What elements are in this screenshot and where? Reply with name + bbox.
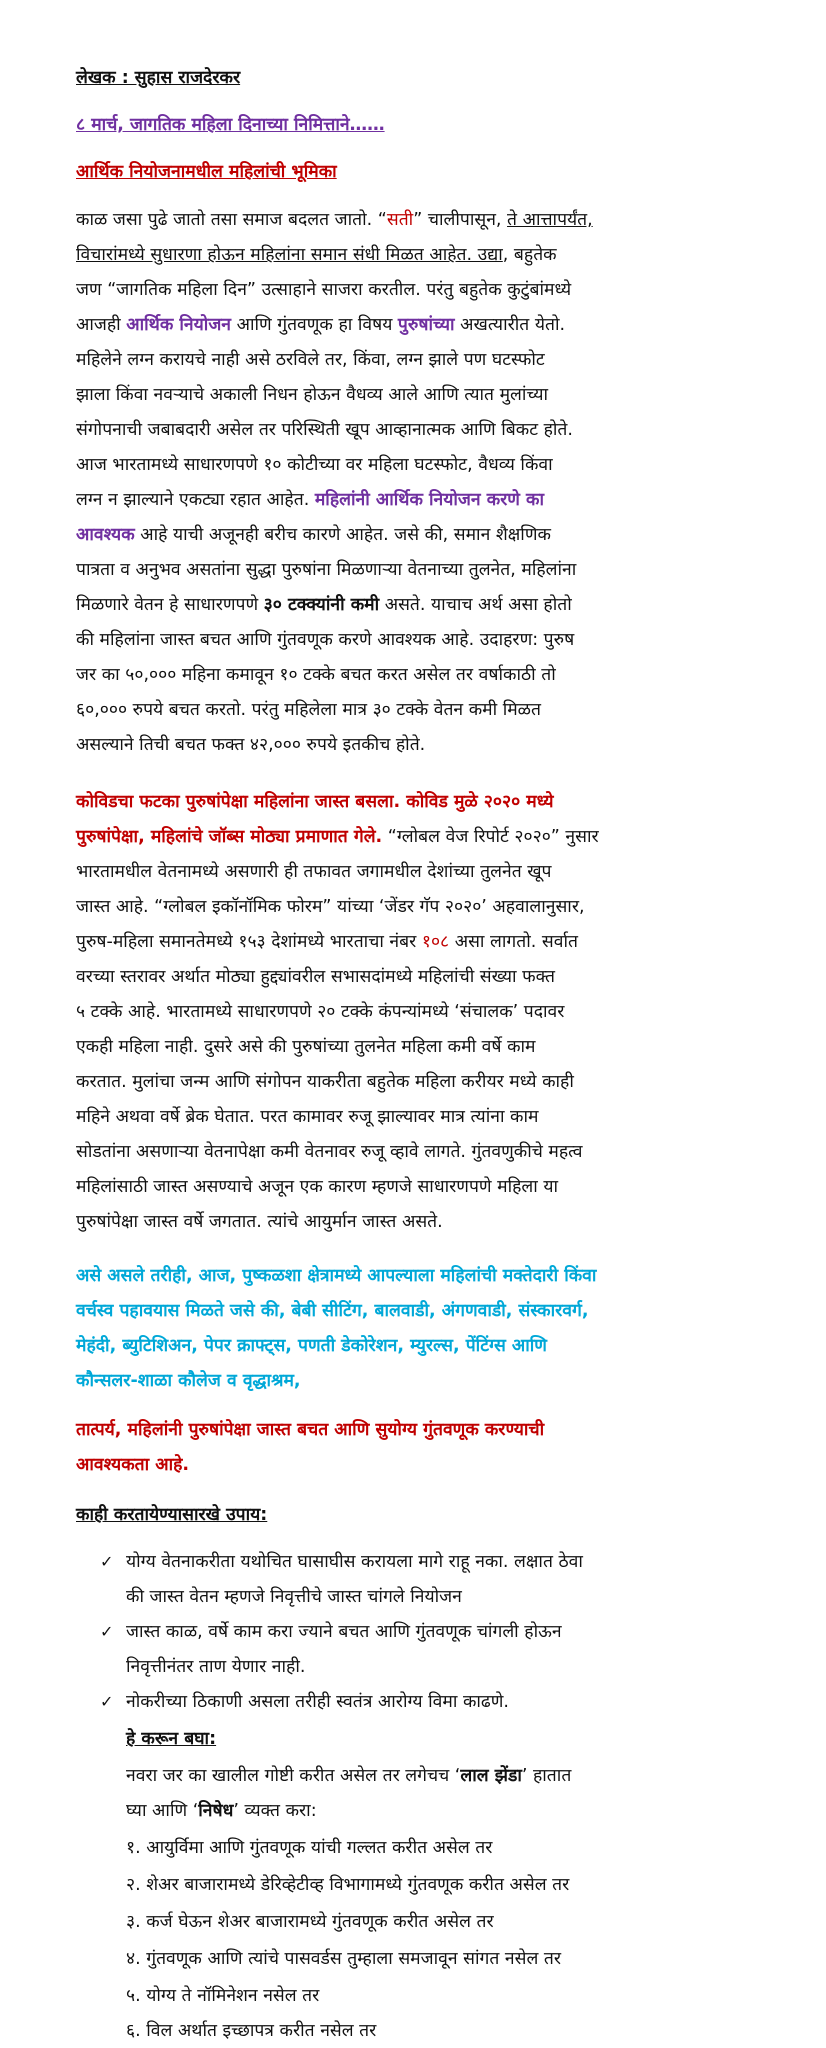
tip-line: की जास्त वेतन म्हणजे निवृत्तीचे जास्त चांगले नियोजन	[126, 1587, 462, 1607]
try-intro-line	[126, 1764, 571, 1788]
paragraph-line: भारतामधील वेतनामध्ये असणारी ही तफावत जगामधील देशांच्या तुलनेत खूप	[76, 862, 552, 882]
paragraph-line: सोडतांना असणाऱ्या वेतनापेक्षा कमी वेतनावर रुजू व्हावे लागते. गुंतवणुकीचे महत्व	[76, 1142, 583, 1162]
paragraph-line: कौन्सलर-शाळा कौलेज व वृद्धाश्रम,	[76, 1371, 301, 1391]
text-span: काळ जसा पुढे जातो तसा समाज बदलत जातो. “	[76, 210, 387, 230]
text-span: मिळणारे वेतन हे साधारणपणे	[76, 595, 264, 615]
paragraph-line: जास्त आहे. “ग्लोबल इकॉनॉमिक फोरम” यांच्या ‘जेंडर गॅप २०२०’ अहवालानुसार,	[76, 897, 585, 917]
text-span: , बहुतेक	[502, 245, 557, 265]
paragraph-line	[76, 243, 557, 267]
highlight-necessary: आवश्यक	[76, 525, 135, 545]
paragraph-line: करतात. मुलांचा जन्म आणि संगोपन याकरीता बहुतेक महिला करीयर मध्ये काही	[76, 1072, 574, 1092]
text-span: आजही	[76, 315, 127, 335]
text-span: ” चालीपासून,	[413, 210, 508, 230]
paragraph-line: एकही महिला नाही. दुसरे असे की पुरुषांच्या तुलनेत महिला कमी वर्षे काम	[76, 1037, 536, 1057]
checkmark-icon: ✓	[100, 1622, 114, 1641]
paragraph-line: की महिलांना जास्त बचत आणि गुंतवणूक करणे आवश्यक आहे. उदाहरण: पुरुष	[76, 630, 575, 650]
text-span: आणि गुंतवणूक हा विषय	[231, 315, 398, 335]
article-heading: आर्थिक नियोजनामधील महिलांची भूमिका	[76, 162, 337, 182]
bold-red-flag: लाल झेंडा	[460, 1766, 522, 1786]
paragraph-line: जण “जागतिक महिला दिन” उत्साहाने साजरा करतील. परंतु बहुतेक कुटुंबांमध्ये	[76, 280, 572, 300]
paragraph-line: कोविडचा फटका पुरुषांपेक्षा महिलांना जास्त बसला. कोविड मुळे २०२० मध्ये	[76, 792, 554, 812]
text-span: पुरुष-महिला समानतेमध्ये १५३ देशांमध्ये भारताचा नंबर	[76, 932, 422, 952]
text-span: घ्या आणि ‘	[126, 1801, 199, 1821]
paragraph-line	[76, 523, 551, 547]
underlined-span: विचारांमध्ये सुधारणा होऊन महिलांना समान संधी मिळत आहेत. उद्या	[76, 245, 503, 265]
text-span: नवरा जर का खालील गोष्टी करीत असेल तर लगेचच ‘	[126, 1766, 461, 1786]
paragraph-line: असल्याने तिची बचत फक्त ४२,००० रुपये इतकीच होते.	[76, 735, 426, 755]
list-item: ३. कर्ज घेऊन शेअर बाजारामध्ये गुंतवणूक करीत असेल तर	[126, 1912, 494, 1932]
paragraph-line	[76, 488, 544, 512]
list-item: ५. योग्य ते नॉमिनेशन नसेल तर	[126, 1986, 320, 2006]
list-item: २. शेअर बाजारामध्ये डेरिव्हेटीव्ह विभागामध्ये गुंतवणूक करीत असेल तर	[126, 1875, 570, 1895]
try-intro-line	[126, 1799, 317, 1823]
try-heading: हे करून बघा:	[126, 1729, 217, 1749]
highlight-rank-108: १०८	[421, 932, 450, 952]
bold-30-percent: ३० टक्क्यांनी कमी	[263, 595, 380, 615]
paragraph-line: महिलांसाठी जास्त असण्याचे अजून एक कारण म्हणजे साधारणपणे महिला या	[76, 1177, 559, 1197]
paragraph-line	[76, 825, 599, 849]
paragraph-line: तात्पर्य, महिलांनी पुरुषांपेक्षा जास्त बचत आणि सुयोग्य गुंतवणूक करण्याची	[76, 1420, 545, 1440]
paragraph-line: झाला किंवा नवऱ्याचे अकाली निधन होऊन वैधव्य आले आणि त्यात मुलांच्या	[76, 385, 549, 405]
bold-protest: निषेध	[198, 1801, 234, 1821]
text-span: अखत्यारीत येतो.	[454, 315, 566, 335]
paragraph-line: पुरुषांपेक्षा जास्त वर्षे जगतात. त्यांचे आयुर्मान जास्त असते.	[76, 1212, 443, 1232]
list-item: १. आयुर्विमा आणि गुंतवणूक यांची गल्लत करीत असेल तर	[126, 1838, 493, 1858]
paragraph-line: आवश्यकता आहे.	[76, 1455, 190, 1475]
tip-line: योग्य वेतनाकरीता यथोचित घासाघीस करायला मागे राहू नका. लक्षात ठेवा	[126, 1552, 583, 1572]
paragraph-line	[76, 313, 565, 337]
highlight-financial-planning: आर्थिक नियोजन	[126, 315, 232, 335]
underlined-span: ते आत्तापर्यंत,	[507, 210, 593, 230]
paragraph-line: मेहंदी, ब्युटिशिअन, पेपर क्राफ्ट्स, पणती डेकोरेशन, म्युरल्स, पेंटिंग्स आणि	[76, 1336, 547, 1356]
paragraph-line: महिने अथवा वर्षे ब्रेक घेतात. परत कामावर रुजू झाल्यावर मात्र त्यांना काम	[76, 1107, 539, 1127]
paragraph-line	[76, 593, 572, 617]
text-span: असा लागतो. सर्वात	[449, 932, 578, 952]
paragraph-line: वरच्या स्तरावर अर्थात मोठ्या हुद्द्यांवरील सभासदांमध्ये महिलांची संख्या फक्त	[76, 967, 555, 987]
checkmark-icon: ✓	[100, 1552, 114, 1571]
text-span: ’ हातात	[521, 1766, 572, 1786]
paragraph-line: जर का ५०,००० महिना कमावून १० टक्के बचत करत असेल तर वर्षाकाठी तो	[76, 665, 556, 685]
text-span: लग्न न झाल्याने एकट्या रहात आहेत.	[76, 490, 315, 510]
paragraph-line: पात्रता व अनुभव असतांना सुद्धा पुरुषांना मिळणाऱ्या वेतनाच्या तुलनेत, महिलांना	[76, 560, 577, 580]
paragraph-line	[76, 930, 578, 954]
text-span: ’ व्यक्त करा:	[233, 1801, 317, 1821]
paragraph-line: वर्चस्व पहावयास मिळते जसे की, बेबी सीटिंग, बालवाडी, अंगणवाडी, संस्कारवर्ग,	[76, 1301, 589, 1321]
highlight-why-planning: महिलांनी आर्थिक नियोजन करणे का	[314, 490, 545, 510]
paragraph-line: आज भारतामध्ये साधारणपणे १० कोटीच्या वर महिला घटस्फोट, वैधव्य किंवा	[76, 455, 553, 475]
occasion-line: ८ मार्च, जागतिक महिला दिनाच्या निमित्ताने……	[76, 115, 385, 135]
text-span: आहे याची अजूनही बरीच कारणे आहेत. जसे की, समान शैक्षणिक	[134, 525, 551, 545]
highlight-sati: सती	[386, 210, 414, 230]
paragraph-line	[76, 208, 593, 232]
list-item: ६. विल अर्थात इच्छापत्र करीत नसेल तर	[126, 2021, 377, 2041]
highlight-jobs-lost: पुरुषांपेक्षा, महिलांचे जॉब्स मोठ्या प्रमाणात गेले.	[76, 827, 383, 847]
paragraph-line: महिलेने लग्न करायचे नाही असे ठरविले तर, किंवा, लग्न झाले पण घटस्फोट	[76, 350, 545, 370]
paragraph-line: ६०,००० रुपये बचत करतो. परंतु महिलेला मात्र ३० टक्के वेतन कमी मिळत	[76, 700, 541, 720]
paragraph-line: संगोपनाची जबाबदारी असेल तर परिस्थिती खूप आव्हानात्मक आणि बिकट होते.	[76, 420, 573, 440]
tips-heading: काही करतायेण्यासारखे उपाय:	[76, 1505, 268, 1525]
tip-line: जास्त काळ, वर्षे काम करा ज्याने बचत आणि गुंतवणूक चांगली होऊन	[126, 1622, 562, 1642]
list-item: ४. गुंतवणूक आणि त्यांचे पासवर्डस तुम्हाला समजावून सांगत नसेल तर	[126, 1949, 562, 1969]
text-span: असते. याचाच अर्थ असा होतो	[379, 595, 572, 615]
paragraph-line: ५ टक्के आहे. भारतामध्ये साधारणपणे २० टक्के कंपन्यांमध्ये ‘संचालक’ पदावर	[76, 1002, 565, 1022]
tip-line: निवृत्तीनंतर ताण येणार नाही.	[126, 1657, 306, 1677]
checkmark-icon: ✓	[100, 1692, 114, 1711]
text-span: “ग्लोबल वेज रिपोर्ट २०२०” नुसार	[382, 827, 599, 847]
tip-line: नोकरीच्या ठिकाणी असला तरीही स्वतंत्र आरोग्य विमा काढणे.	[126, 1692, 509, 1712]
author-line: लेखक : सुहास राजदेरकर	[76, 68, 241, 88]
highlight-mens: पुरुषांच्या	[397, 315, 455, 335]
paragraph-line: असे असले तरीही, आज, पुष्कळशा क्षेत्रामध्ये आपल्याला महिलांची मक्तेदारी किंवा	[76, 1266, 597, 1286]
